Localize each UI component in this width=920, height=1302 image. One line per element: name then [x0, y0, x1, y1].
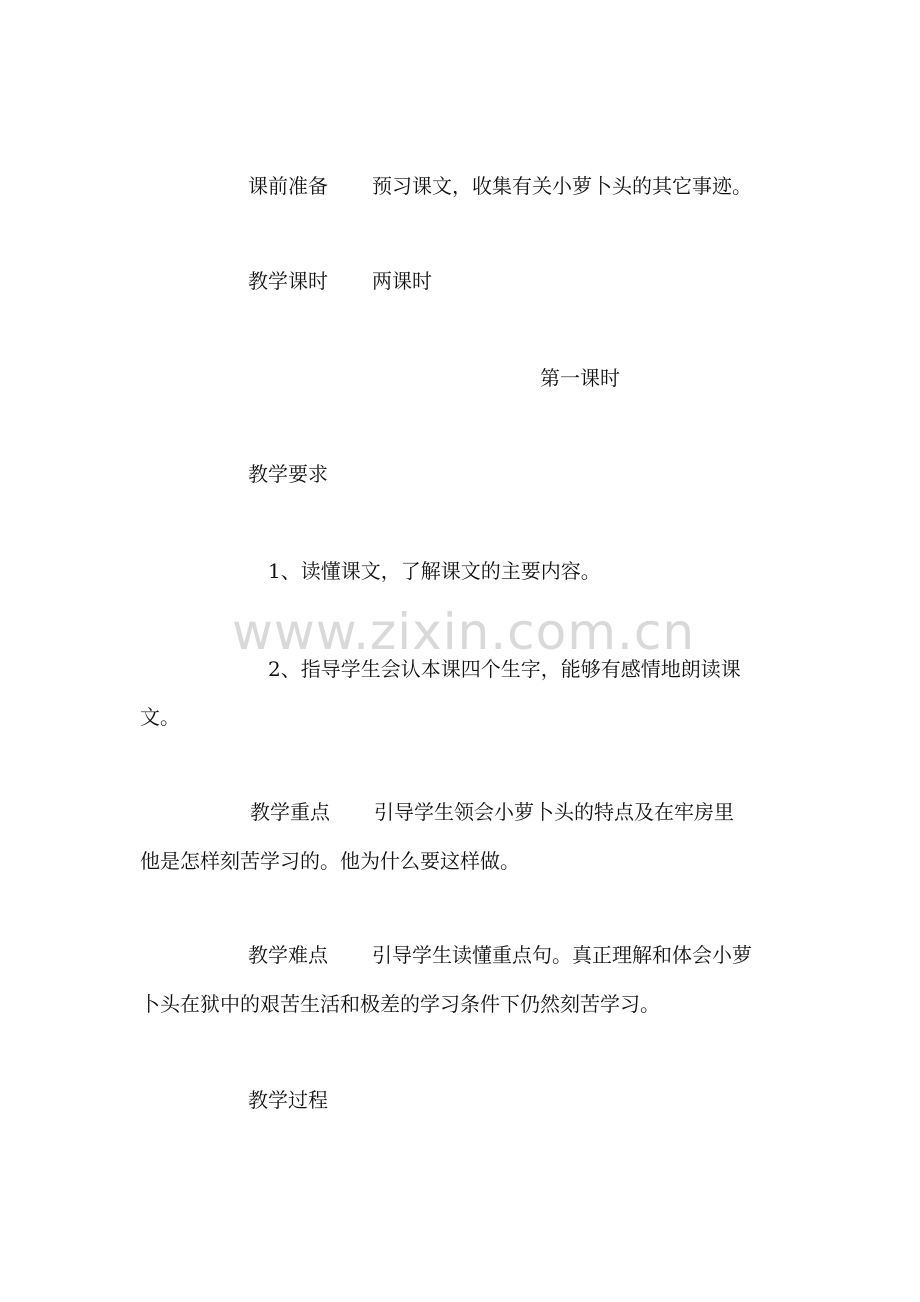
difficulty-line	[248, 943, 752, 967]
periods-text: 两课时	[372, 269, 432, 293]
difficulty-label: 教学难点	[248, 943, 328, 967]
key-point-label: 教学重点	[250, 800, 330, 824]
requirements-label: 教学要求	[248, 462, 328, 486]
key-point-text-1: 引导学生领会小萝卜头的特点及在牢房里	[374, 800, 734, 824]
key-point-text-2: 他是怎样刻苦学习的。他为什么要这样做。	[140, 849, 520, 873]
process-label: 教学过程	[248, 1088, 328, 1112]
lesson-heading: 第一课时	[540, 366, 620, 390]
requirement-item-2-continued: 文。	[140, 705, 180, 729]
periods-line	[248, 269, 432, 293]
requirement-item-1: 1、读懂课文，了解课文的主要内容。	[268, 559, 601, 583]
key-point-line	[250, 800, 734, 824]
prep-text: 预习课文，收集有关小萝卜头的其它事迹。	[372, 174, 752, 198]
difficulty-text-1: 引导学生读懂重点句。真正理解和体会小萝	[372, 943, 752, 967]
prep-label: 课前准备	[248, 174, 328, 198]
difficulty-text-2: 卜头在狱中的艰苦生活和极差的学习条件下仍然刻苦学习。	[140, 992, 660, 1016]
prep-line	[248, 174, 752, 198]
periods-label: 教学课时	[248, 269, 328, 293]
requirement-item-2: 2、指导学生会认本课四个生字，能够有感情地朗读课	[268, 657, 741, 681]
watermark: www.zixin.com.cn	[232, 603, 696, 661]
